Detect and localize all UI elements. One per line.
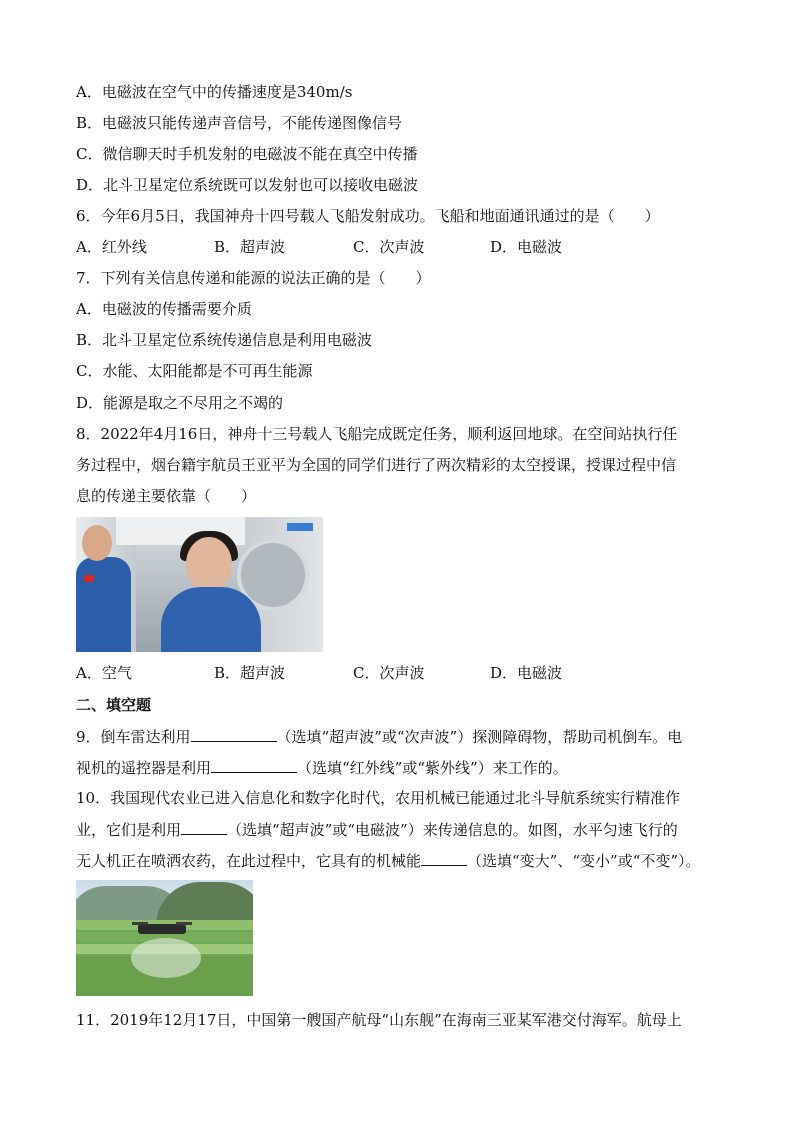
q6-option-a: A．红外线 (76, 238, 147, 256)
q10-line-2 (76, 819, 678, 840)
q5-option-d: D．北斗卫星定位系统既可以发射也可以接收电磁波 (76, 176, 419, 194)
q9-line-1 (76, 726, 682, 747)
space-station-lesson-photo (76, 517, 323, 652)
q9-line-1-b: （选填“超声波”或“次声波”）探测障碍物，帮助司机倒车。电 (276, 728, 683, 746)
q8-option-c: C．次声波 (353, 664, 425, 682)
q10-line-1: 10．我国现代农业已进入信息化和数字化时代，农用机械已能通过北斗导航系统实行精准作 (76, 789, 681, 807)
q8-stem-line-3: 息的传递主要依靠（ ） (76, 487, 257, 505)
q10-blank-1[interactable] (181, 819, 227, 835)
q10-blank-2[interactable] (421, 850, 467, 866)
q6-option-d: D．电磁波 (490, 238, 563, 256)
q8-option-a: A．空气 (76, 664, 132, 682)
q9-blank-2[interactable] (211, 757, 297, 773)
q8-option-b: B．超声波 (214, 664, 286, 682)
q7-stem: 7．下列有关信息传递和能源的说法正确的是（ ） (76, 269, 431, 287)
q9-line-2-a: 视机的遥控器是利用 (76, 759, 212, 777)
q9-line-2 (76, 757, 568, 778)
q5-option-c: C．微信聊天时手机发射的电磁波不能在真空中传播 (76, 145, 418, 163)
q10-line-2-b: （选填“超声波”或“电磁波”）来传递信息的。如图，水平匀速飞行的 (227, 821, 678, 839)
q8-stem-line-2: 务过程中，烟台籍宇航员王亚平为全国的同学们进行了两次精彩的太空授课，授课过程中信 (76, 456, 677, 474)
section-fill-in-title: 二、填空题 (76, 696, 152, 714)
q8-stem-line-1: 8．2022年4月16日，神舟十三号载人飞船完成既定任务，顺利返回地球。在空间站执行任 (76, 425, 678, 443)
drone-spraying-farm-photo (76, 880, 253, 996)
q10-line-3 (76, 850, 701, 871)
q11-line-1: 11．2019年12月17日，中国第一艘国产航母“山东舰”在海南三亚某军港交付海军。航母上 (76, 1011, 682, 1029)
q7-option-b: B．北斗卫星定位系统传递信息是利用电磁波 (76, 331, 373, 349)
q9-line-1-a: 9．倒车雷达利用 (76, 728, 191, 746)
q7-option-c: C．水能、太阳能都是不可再生能源 (76, 362, 313, 380)
q7-option-d: D．能源是取之不尽用之不竭的 (76, 394, 284, 412)
q5-option-a: A．电磁波在空气中的传播速度是340m/s (76, 83, 353, 101)
q7-option-a: A．电磁波的传播需要介质 (76, 300, 252, 318)
q10-line-3-a: 无人机正在喷洒农药，在此过程中，它具有的机械能 (76, 852, 422, 870)
q8-option-d: D．电磁波 (490, 664, 563, 682)
q6-option-c: C．次声波 (353, 238, 425, 256)
q9-blank-1[interactable] (191, 726, 277, 742)
q10-line-3-b: （选填“变大”、“变小”或“不变”）。 (467, 852, 701, 870)
q6-option-b: B．超声波 (214, 238, 286, 256)
q9-line-2-b: （选填“红外线”或“紫外线”）来工作的。 (297, 759, 568, 777)
q10-line-2-a: 业，它们是利用 (76, 821, 182, 839)
q5-option-b: B．电磁波只能传递声音信号，不能传递图像信号 (76, 114, 403, 132)
q6-stem: 6．今年6月5日，我国神舟十四号载人飞船发射成功。飞船和地面通讯通过的是（ ） (76, 207, 660, 225)
